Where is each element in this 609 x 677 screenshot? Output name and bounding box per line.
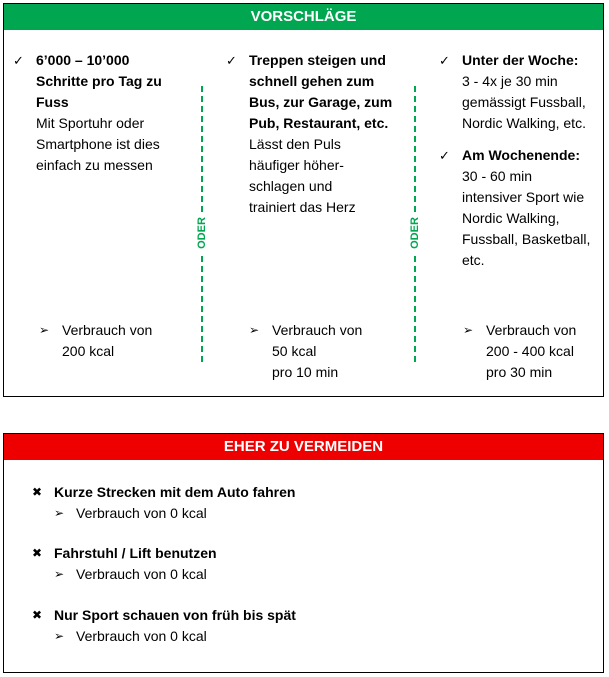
weekend-line-3: Nordic Walking,	[462, 210, 560, 226]
arrow-bullet-icon: ➢	[54, 629, 65, 643]
weekend-title: Am Wochenende:	[462, 147, 580, 163]
avoid-item	[32, 543, 217, 585]
check-icon: ✓	[226, 53, 237, 68]
steps-body-line-3: einfach zu messen	[36, 157, 153, 173]
stairs-usage	[249, 320, 362, 383]
arrow-bullet-icon: ➢	[54, 506, 65, 520]
sport-usage	[463, 320, 576, 383]
sport-usage-line-3: pro 30 min	[486, 364, 553, 380]
steps-body-line-1: Mit Sportuhr oder	[36, 115, 145, 131]
avoid-header: EHER ZU VERMEIDEN	[4, 434, 603, 460]
avoid-box	[3, 433, 604, 673]
steps-body-line-2: Smartphone ist dies	[36, 136, 160, 152]
avoid-item-title: Fahrstuhl / Lift benutzen	[54, 545, 217, 561]
avoid-item-usage: Verbrauch von 0 kcal	[76, 566, 207, 582]
arrow-bullet-icon: ➢	[39, 323, 50, 337]
avoid-item-usage: Verbrauch von 0 kcal	[76, 505, 207, 521]
steps-usage-line-2: 200 kcal	[62, 343, 115, 359]
steps-title-line-3: Fuss	[36, 94, 69, 110]
arrow-bullet-icon: ➢	[463, 323, 474, 337]
stairs-usage-line-2: 50 kcal	[272, 343, 317, 359]
oder-label-2: ODER	[408, 213, 422, 253]
stairs-body-line-3: schlagen und	[249, 178, 333, 194]
suggestion-sport	[439, 50, 604, 271]
weekday-title: Unter der Woche:	[462, 52, 579, 68]
stairs-body-line-1: Lässt den Puls	[249, 136, 341, 152]
weekend-line-1: 30 - 60 min	[462, 168, 533, 184]
check-icon: ✓	[439, 53, 450, 68]
stairs-body-line-4: trainiert das Herz	[249, 199, 356, 215]
stairs-body-line-2: häufiger höher-	[249, 157, 344, 173]
weekday-line-1: 3 - 4x je 30 min	[462, 73, 558, 89]
stairs-title-line-1: Treppen steigen und	[249, 52, 386, 68]
weekend-line-2: intensiver Sport wie	[462, 189, 585, 205]
suggestions-header: VORSCHLÄGE	[4, 4, 603, 30]
avoid-item	[32, 482, 295, 524]
suggestion-stairs	[226, 50, 406, 218]
weekday-line-3: Nordic Walking, etc.	[462, 115, 586, 131]
arrow-bullet-icon: ➢	[249, 323, 260, 337]
cross-icon: ✖	[32, 546, 43, 560]
steps-usage-line-1: Verbrauch von	[62, 322, 153, 338]
sport-usage-line-2: 200 - 400 kcal	[486, 343, 574, 359]
avoid-item	[32, 605, 296, 647]
avoid-item-title: Kurze Strecken mit dem Auto fahren	[54, 484, 296, 500]
suggestions-box	[3, 3, 604, 397]
stairs-title-line-4: Pub, Restaurant, etc.	[249, 115, 389, 131]
suggestion-steps	[13, 50, 193, 176]
arrow-bullet-icon: ➢	[54, 567, 65, 581]
stairs-title-line-2: schnell gehen zum	[249, 73, 375, 89]
stairs-usage-line-1: Verbrauch von	[272, 322, 363, 338]
check-icon: ✓	[13, 53, 24, 68]
oder-label-1: ODER	[195, 213, 209, 253]
sport-usage-line-1: Verbrauch von	[486, 322, 577, 338]
steps-title-line-1: 6’000 – 10’000	[36, 52, 130, 68]
stairs-usage-line-3: pro 10 min	[272, 364, 339, 380]
weekend-line-5: etc.	[462, 252, 485, 268]
avoid-item-usage: Verbrauch von 0 kcal	[76, 628, 207, 644]
steps-title-line-2: Schritte pro Tag zu	[36, 73, 162, 89]
check-icon: ✓	[439, 148, 450, 163]
weekend-line-4: Fussball, Basketball,	[462, 231, 591, 247]
weekday-line-2: gemässigt Fussball,	[462, 94, 586, 110]
cross-icon: ✖	[32, 608, 43, 622]
cross-icon: ✖	[32, 485, 43, 499]
avoid-item-title: Nur Sport schauen von früh bis spät	[54, 607, 296, 623]
stairs-title-line-3: Bus, zur Garage, zum	[249, 94, 393, 110]
steps-usage	[39, 320, 152, 362]
